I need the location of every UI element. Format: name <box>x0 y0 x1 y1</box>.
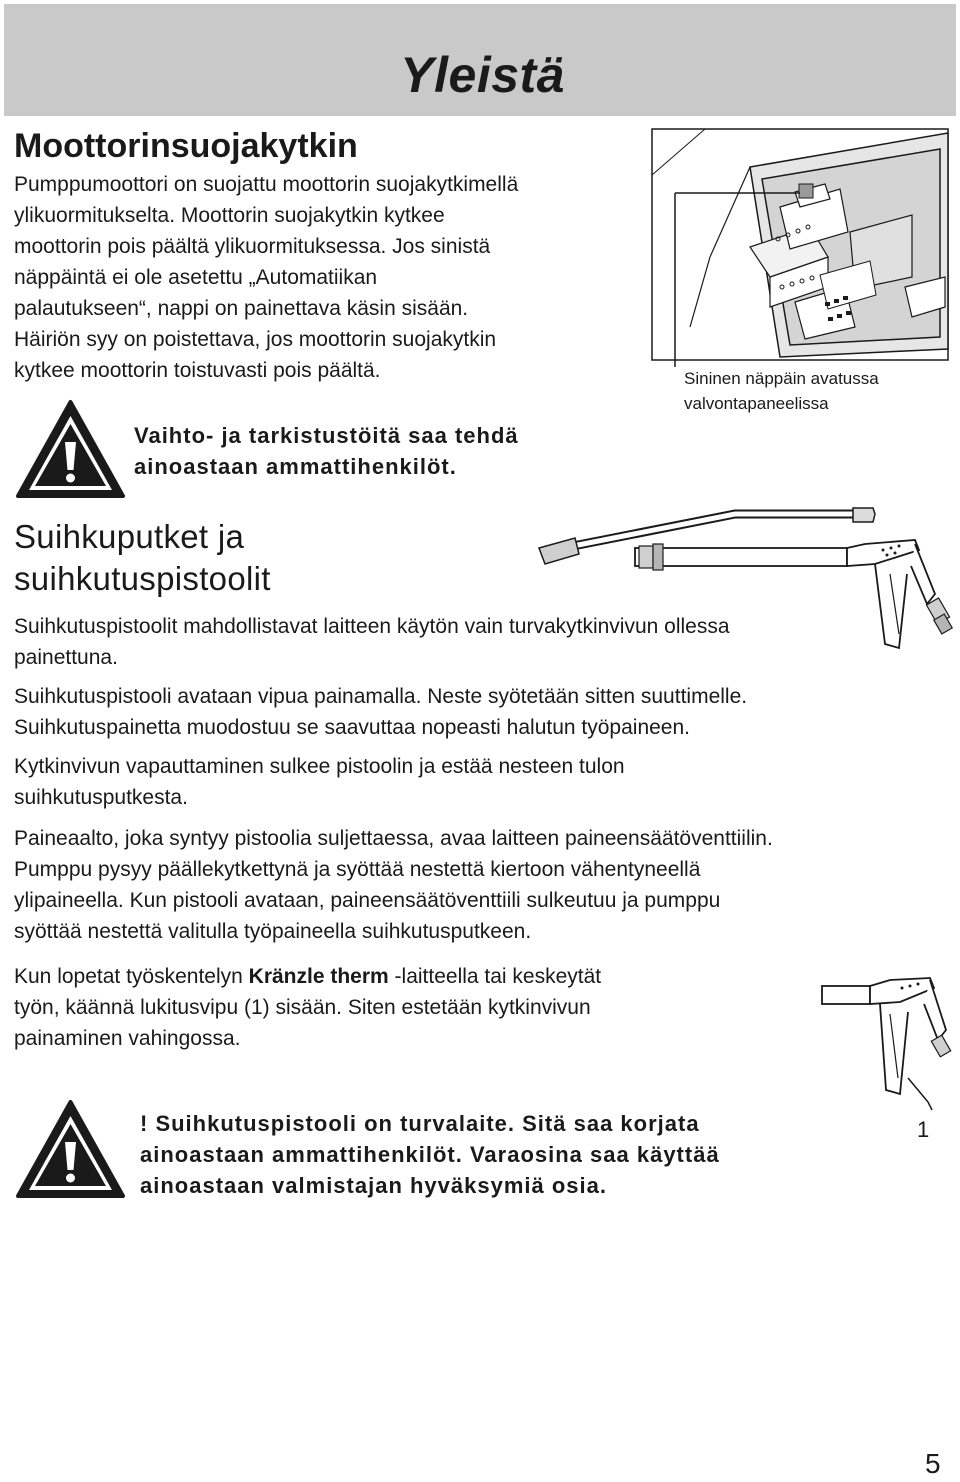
text-line: ainoastaan valmistajan hyväksymiä osia. <box>140 1173 608 1198</box>
text-line: moottorin pois päältä ylikuormituksessa. Jos sinistä <box>14 235 491 258</box>
paragraph-safety-lever <box>14 961 754 1054</box>
paragraph-release <box>14 751 774 813</box>
text-line: Kytkinvivun vapauttaminen sulkee pistoolin ja estää nesteen tulon <box>14 755 625 778</box>
page-title: Yleistä <box>400 47 565 103</box>
motor-protection-paragraph <box>14 169 654 386</box>
control-panel-illustration <box>650 127 950 367</box>
paragraph-opening <box>14 681 874 743</box>
text-line: Suihkutuspainetta muodostuu se saavuttaa nopeasti halutun työpaineen. <box>14 716 690 739</box>
text-line: Häiriön syy on poistettava, jos moottorin suojakytkin <box>14 328 497 351</box>
warning-triangle-icon <box>14 1098 127 1200</box>
paragraph-interlock <box>14 611 846 673</box>
section-heading-spray-lances <box>14 516 271 600</box>
text-line: Pumppu pysyy päällekytkettynä ja syöttää nestettä kiertoon vähentyneellä <box>14 858 701 881</box>
figure-caption-blue-button <box>684 366 879 416</box>
text-line: ! Suihkutuspistooli on turvalaite. Sitä saa korjata <box>140 1111 700 1136</box>
brand-name: Kränzle therm <box>248 965 389 988</box>
text-line <box>14 961 754 992</box>
spray-gun-lock-illustration <box>820 960 955 1145</box>
paragraph-pressure-wave <box>14 823 940 947</box>
figure-label-1: 1 <box>917 1117 930 1142</box>
text-line: Suihkutuspistoolit mahdollistavat laitteen käytön vain turvakytkinvivun ollessa <box>14 615 730 638</box>
text-line: Vaihto- ja tarkistustöitä saa tehdä <box>134 423 519 448</box>
text-line: Pumppumoottori on suojattu moottorin suojakytkimellä <box>14 173 519 196</box>
text-line: näppäintä ei ole asetettu „Automatiikan <box>14 266 378 289</box>
warning-triangle-icon <box>14 398 127 500</box>
text-line: Paineaalto, joka syntyy pistoolia suljettaessa, avaa laitteen paineensäätöventtiilin. <box>14 827 773 850</box>
text-line: ainoastaan ammattihenkilöt. <box>134 454 457 479</box>
text-line: ylipaineella. Kun pistooli avataan, paineensäätöventtiili sulkeutuu ja pumppu <box>14 889 721 912</box>
page-number: 5 <box>925 1448 941 1479</box>
text-line: valvontapaneelissa <box>684 394 829 413</box>
text-line: työn, käännä lukitusvipu (1) sisään. Siten estetään kytkinvivun <box>14 996 591 1019</box>
text-line: kytkee moottorin toistuvasti pois päältä. <box>14 359 381 382</box>
section-heading-motor-protection: Moottorinsuojakytkin <box>14 127 358 165</box>
text-line: painettuna. <box>14 646 118 669</box>
text-line: syöttää nestettä valitulla työpaineella suihkutusputkeen. <box>14 920 532 943</box>
warning-text-safety-device <box>140 1108 720 1201</box>
text-line: Sininen näppäin avatussa <box>684 369 879 388</box>
text-fragment: Kun lopetat työskentelyn <box>14 965 249 988</box>
text-line: painaminen vahingossa. <box>14 1027 241 1050</box>
text-fragment: -laitteella tai keskeytät <box>388 965 602 988</box>
warning-text-maintenance <box>134 420 519 482</box>
text-line: ylikuormitukselta. Moottorin suojakytkin kytkee <box>14 204 445 227</box>
text-line: suihkutusputkesta. <box>14 786 188 809</box>
heading-line: Suihkuputket ja <box>14 518 245 555</box>
text-line: palautukseen“, nappi on painettava käsin sisään. <box>14 297 469 320</box>
heading-line: suihkutuspistoolit <box>14 560 271 597</box>
text-line: Suihkutuspistooli avataan vipua painamalla. Neste syötetään sitten suuttimelle. <box>14 685 748 708</box>
text-line: ainoastaan ammattihenkilöt. Varaosina saa käyttää <box>140 1142 720 1167</box>
